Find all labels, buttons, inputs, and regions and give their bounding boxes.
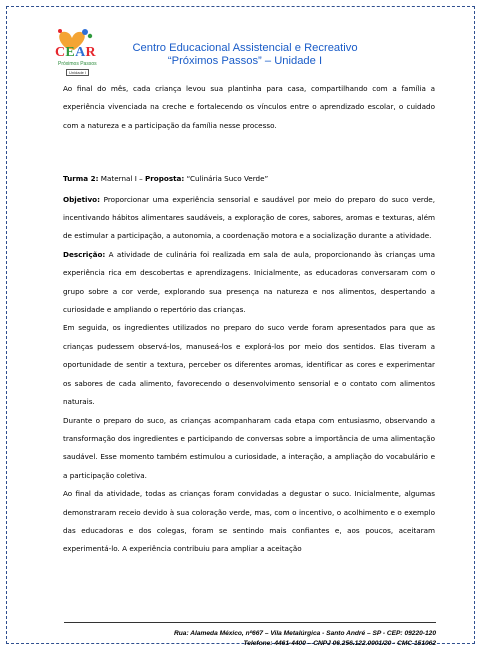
institution-header bbox=[110, 42, 380, 68]
body-paragraph: Durante o preparo do suco, as crianças acompanharam cada etapa com entusiasmo, observando a transformação dos ingredientes e participando de conversas sobre a importância de uma alimentação saudável. Esse momento também estimulou a curiosidade, a interação, a ampliação do vocabulário e a participação coletiva. bbox=[63, 415, 435, 480]
header-line-2: “Próximos Passos” – Unidade I bbox=[167, 55, 323, 67]
turma-label: Turma 2: bbox=[63, 174, 99, 184]
intro-paragraph: Ao final do mês, cada criança levou sua plantinha para casa, compartilhando com a família a experiência vivenciada na creche e fortalecendo os vínculos entre o aprendizado escolar, o cuidado com a natureza e a participação da família nesse processo. bbox=[63, 84, 435, 130]
turma-heading bbox=[63, 170, 435, 188]
cear-logo bbox=[52, 26, 102, 76]
descricao-paragraph bbox=[63, 246, 435, 320]
logo-letter: C bbox=[55, 45, 66, 60]
objetivo-text: Proporcionar uma experiência sensorial e saudável por meio do preparo do suco verde, incentivando hábitos alimentares saudáveis, a exploração de cores, sabores, aromas e texturas, além de estimular a participação, a autonomia, a coordenação motora e a socialização durante a atividade. bbox=[63, 194, 435, 241]
footer-divider bbox=[64, 622, 436, 623]
document-body bbox=[63, 80, 435, 559]
objetivo-label: Objetivo: bbox=[63, 194, 100, 204]
logo-letter: E bbox=[65, 45, 76, 60]
logo-wordmark bbox=[55, 45, 96, 61]
logo-letter: A bbox=[75, 45, 86, 60]
body-paragraph: Em seguida, os ingredientes utilizados no preparo do suco verde foram apresentados para que as crianças pudessem observá-los, manuseá-los e explorá-los por meio dos sentidos. Elas tiveram a oportunidade de sentir a textura, perceber os diferentes aromas, identificar as cores e experimentar os sabores de cada alimento, favorecendo o desenvolvimento sensorial e o contato com alimentos naturais. bbox=[63, 323, 435, 407]
descricao-text: A atividade de culinária foi realizada em sala de aula, proporcionando às crianças uma experiência rica em descobertas e aprendizagens. Inicialmente, as educadoras conversaram com o grupo sobre a cor verde, explorando sua presença na natureza e nos alimentos, despertando a curiosidade e ampliando o repertório das crianças. bbox=[63, 249, 435, 315]
logo-unit-badge: Unidade I bbox=[66, 69, 89, 76]
body-paragraph: Ao final da atividade, todas as crianças foram convidadas a degustar o suco. Inicialmente, algumas demonstraram receio devido à sua coloração verde, mas, com o incentivo, o acolhimento e o exemplo das educadoras e dos colegas, foram se sentindo mais confiantes e, aos poucos, aceitaram experimentá-lo. A experiência contribuiu para ampliar a aceitação bbox=[63, 489, 435, 554]
footer-address: Rua: Alameda México, nº667 – Vila Metalúrgica - Santo André – SP - CEP: 09220-120 bbox=[174, 630, 436, 637]
proposal-label: Proposta: bbox=[144, 174, 185, 184]
page-footer bbox=[174, 629, 436, 649]
turma-group: Maternal I – bbox=[98, 174, 145, 184]
logo-letter: R bbox=[85, 45, 96, 60]
footer-contact: Telefone: 4461-4400 – CNPJ 06.256.122.0001/20 - CMC 151062 bbox=[243, 640, 436, 647]
header-line-1: Centro Educacional Assistencial e Recreativo bbox=[132, 42, 358, 54]
logo-subtitle: Próximos Passos bbox=[58, 61, 97, 67]
proposal-text: “Culinária Suco Verde” bbox=[184, 174, 269, 184]
descricao-label: Descrição: bbox=[63, 249, 106, 259]
objetivo-paragraph bbox=[63, 191, 435, 246]
